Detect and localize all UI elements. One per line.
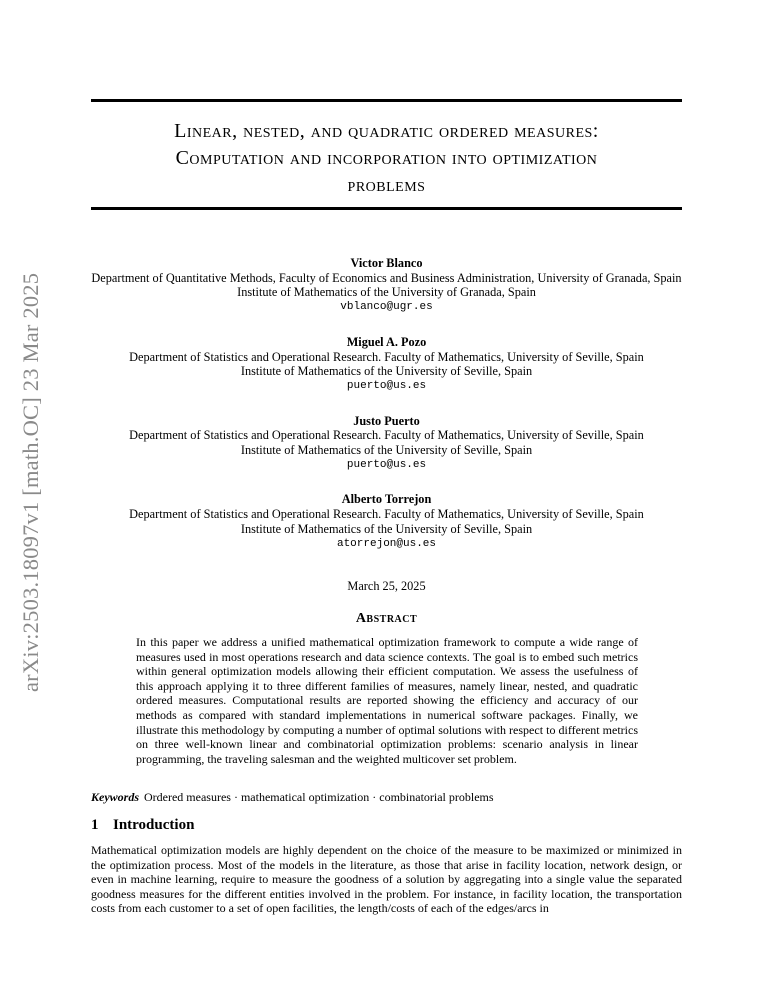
author-affiliation: Institute of Mathematics of the University of Seville, Spain xyxy=(240,364,533,379)
author-entry xyxy=(50,492,723,551)
author-affiliation: Department of Statistics and Operational Research. Faculty of Mathematics, University of Seville, Spain xyxy=(129,349,644,364)
author-entry xyxy=(50,414,723,473)
author-entry xyxy=(50,335,723,394)
keywords-line xyxy=(91,790,682,805)
author-name: Justo Puerto xyxy=(353,413,420,428)
abstract-heading: Abstract xyxy=(355,611,418,626)
author-name: Alberto Torrejon xyxy=(341,492,432,507)
title-bottom-rule xyxy=(91,207,682,210)
author-email[interactable]: vblanco@ugr.es xyxy=(340,301,433,314)
section-title: Introduction xyxy=(113,817,195,833)
title-line-3: problems xyxy=(347,174,426,196)
abstract-text: In this paper we address a unified mathematical optimization framework to compute a wide range of measures used in most operations research and data science contexts. The goal is to embed such metrics within general optimization models allowing their efficient computation. We assess the usefulness of this approach applying it to three different families of measures, namely linear, nested, and quadratic ordered measures. Computational results are reported showing the efficiency and accuracy of our methods as compared with standard implementations in numerical software packages. Finally, we illustrate this methodology by computing a number of optimal solutions with respect to different metrics on three well-known linear and combinatorial optimization problems: scenario analysis in linear programming, the traveling salesman and the weighted multicover set problem. xyxy=(136,635,638,766)
paper-date: March 25, 2025 xyxy=(347,579,426,593)
author-affiliation: Institute of Mathematics of the University of Seville, Spain xyxy=(240,521,533,536)
title-top-rule xyxy=(91,99,682,102)
author-affiliation: Institute of Mathematics of the University of Seville, Spain xyxy=(240,443,533,458)
section-heading xyxy=(91,817,194,834)
author-entry xyxy=(50,256,723,315)
paper-title xyxy=(91,118,682,199)
author-email[interactable]: puerto@us.es xyxy=(346,458,427,471)
title-line-2: Computation and incorporation into optimization xyxy=(175,147,598,169)
author-affiliation: Institute of Mathematics of the University of Granada, Spain xyxy=(237,285,536,300)
author-block xyxy=(50,256,723,571)
section-number: 1 xyxy=(91,817,99,833)
keywords-text: Ordered measures · mathematical optimization · combinatorial problems xyxy=(144,790,494,804)
keywords-label: Keywords xyxy=(91,790,139,804)
author-name: Victor Blanco xyxy=(350,256,423,270)
author-email[interactable]: atorrejon@us.es xyxy=(336,537,437,550)
title-line-1: Linear, nested, and quadratic ordered measures: xyxy=(174,120,599,142)
author-affiliation: Department of Quantitative Methods, Faculty of Economics and Business Administration, University of Granada, Spain xyxy=(91,270,682,285)
author-affiliation: Department of Statistics and Operational Research. Faculty of Mathematics, University of Seville, Spain xyxy=(129,428,644,443)
introduction-text: Mathematical optimization models are highly dependent on the choice of the measure to be maximized or minimized in the optimization process. Most of the models in the literature, as those that arise in facility location, network design, or even in machine learning, require to measure the goodness of a solution by aggregating into a single value the separated goodness measures for the different entities involved in the problem. For instance, in facility location, the transportation costs from each customer to a set of open facilities, the length/costs of each of the edges/arcs in xyxy=(91,843,682,916)
author-affiliation: Department of Statistics and Operational Research. Faculty of Mathematics, University of Seville, Spain xyxy=(129,507,644,522)
author-email[interactable]: puerto@us.es xyxy=(346,379,427,392)
arxiv-identifier: arXiv:2503.18097v1 [math.OC] 23 Mar 2025 xyxy=(18,272,43,692)
author-name: Miguel A. Pozo xyxy=(346,334,427,349)
